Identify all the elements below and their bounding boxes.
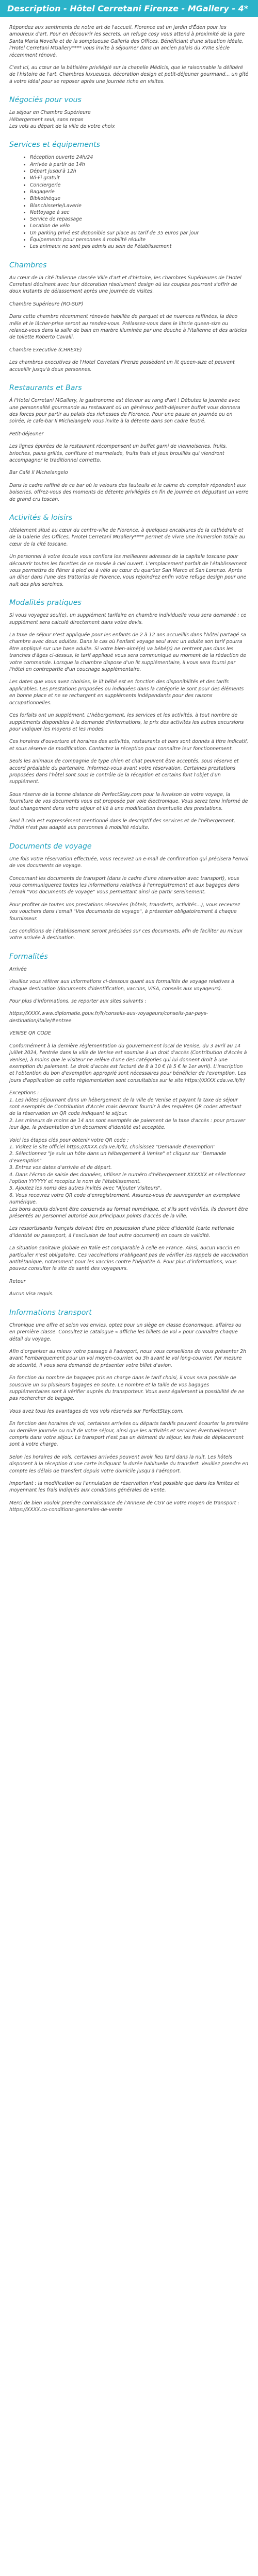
restaurants-paragraph: Bar Café Il Michelangelo <box>9 470 68 476</box>
formalites-paragraph: Pour plus d'informations, se reporter aux sites suivants : <box>9 998 147 1005</box>
modalites-paragraph: Si vous voyagez seul(e), un supplément tarifaire en chambre individuelle vous sera demandé ; ce supplément sera calculé directement dans votre devis. <box>9 613 247 625</box>
restaurants-paragraph: À l'Hotel Cerretani MGallery, le gastronome est éleveur au rang d'art ! Débutez la journée avec une personnalité gourmande au restaurant où un généreux petit-déjeuner buffet vous donnera des forces pour partir au palais des richesses de Florence. Pour une pause en journée ou en soirée, le cafe-bar Il Michelangelo vous invite à la détente dans son cadre feutré. <box>9 398 240 425</box>
documents-paragraph: Les conditions de l'établissement seront précisées sur ces documents, afin de faciliter au mieux votre arrivée à destination. <box>9 928 243 941</box>
section-title-restaurants: Restaurants et Bars <box>9 384 82 393</box>
formalites-paragraph: Voici les étapes clés pour obtenir votre QR code : <box>9 1137 129 1143</box>
services-item: • Blanchisserie/Laverie <box>30 202 249 209</box>
formalites-paragraph: 3. Entrez vos dates d'arrivée et de départ. <box>9 1165 112 1171</box>
modalites-paragraph: Ces horaires d'ouverture et horaires des activités, restaurants et bars sont donnés à titre indicatif, et sous réserve de modification. Contactez la réception pour connaître leur fonctionnement. <box>9 739 249 752</box>
formalites-paragraph: Les ressortissants français doivent être en possession d'une pièce d'identité (carte nationale d'identité ou passeport, à l'exclusion de tout autre document) en cours de validité. <box>9 1226 234 1239</box>
services-item: • Un parking privé est disponible sur place au tarif de 35 euros par jour <box>30 230 249 236</box>
activites-paragraph: Idéalement situé au cœur du centre-ville de Florence, à quelques encablures de la cathédrale et de la Galerie des Offices, l'Hotel Cerretani MGallery**** permet de vivre une immersion totale au cœur de la cité toscane. <box>9 527 245 547</box>
formalites-paragraph: Aucun visa requis. <box>9 1291 54 1297</box>
chambres-paragraph: Chambre Executive (CHREXE) <box>9 347 82 353</box>
page-title: Description - Hôtel Cerretani Firenze - MGallery - 4* <box>0 0 258 17</box>
transport-paragraph: Chronique une offre et selon vos envies, optez pour un siège en classe économique, affaires ou en première classe. Consultez le catalogue « affiche les billets de vol » pour connaître chaque détail du voyage. <box>9 1322 241 1342</box>
section-title-modalites: Modalités pratiques <box>9 599 82 607</box>
documents-paragraph: Pour profiter de toutes vos prestations réservées (hôtels, transferts, activités...), vous recevrez vos vouchers dans l'email "Vos documents de voyage", à présenter obligatoirement à chaque fournisseur. <box>9 902 240 922</box>
formalites-paragraph: 4. Dans l'écran de saisie des données, utilisez le numéro d'hébergement XXXXXX et sélectionnez l'option YYYYYY et recopiez le nom de l'établissement. <box>9 1172 246 1184</box>
services-item: • Nettoyage à sec <box>30 209 249 216</box>
intro-paragraph: Répondez aux sentiments de notre art de l'accueil. Florence est un jardin d'Éden pour les amoureux d'art. Pour en découvrir les secrets, un refuge cosy vous attend à proximité de la gare Santa Maria Novella et de la somptueuse Galleria des Offices. Bénéficiant d'une situation idéale, l'Hotel Cerretani MGallery**** vous invite à séjourner dans un ancien palais du XVIIe siècle récemment rénové. <box>9 25 245 58</box>
section-title-formalites: Formalités <box>9 952 48 961</box>
modalites-paragraph: Les dates que vous avez choisies, le lit bébé est en fonction des disponibilités et des tarifs applicables. Les prestations proposées ou indiquées dans la catégorie le sont pour des éléments en bonne place et ne se rechargent en suppléments indépendants pour des raisons occupationnelles. <box>9 679 244 706</box>
formalites-paragraph: Exceptions : <box>9 1090 39 1096</box>
services-item: • Bagagerie <box>30 189 249 195</box>
services-item: • Service de repassage <box>30 216 249 223</box>
formalites-paragraph: 6. Vous recevrez votre QR code d'enregistrement. Assurez-vous de sauvegarder un exemplaire numérique. <box>9 1192 240 1206</box>
services-item: • Conciergerie <box>30 182 249 189</box>
description-content <box>0 24 258 1514</box>
transport-paragraph: Afin d'organiser au mieux votre passage à l'aéroport, nous vous conseillons de vous présenter 2h avant l'embarquement pour un vol moyen-courrier, ou 3h avant le vol long-courrier. Par mesure de sécurité, il vous sera demandé de présenter votre billet d'avion. <box>9 1348 247 1368</box>
formalites-paragraph: Veuillez vous référer aux informations ci-dessous quant aux formalités de voyage relatives à chaque destination (documents d'identification, vaccins, VISA, conseils aux voyageurs). <box>9 979 234 992</box>
formalites-paragraph: 2. Les mineurs de moins de 14 ans sont exemptés de paiement de la taxe d'accès : pour prouver leur âge, la présentation d'un document d'identité est acceptée. <box>9 1117 246 1131</box>
services-item: • Départ jusqu'à 12h <box>30 168 249 175</box>
services-item: • Équipements pour personnes à mobilité réduite <box>30 236 249 243</box>
transport-paragraph: Vous avez tous les avantages de vos vols réservés sur PerfectStay.com. <box>9 1408 184 1414</box>
chambres-paragraph: Au cœur de la cité italienne classée Ville d'art et d'histoire, les chambres Supérieures de l'Hotel Cerretani déclinent avec leur décoration résolument design où les couples pourront s'offrir de doux instants de délassement après une journée de visites. <box>9 275 241 295</box>
services-item: • Bibliothèque <box>30 195 249 202</box>
modalites-paragraph: Ces forfaits ont un supplément. L'hébergement, les services et les activités, à tout nombre de suppléments disponibles à la demande d'informations, le prix des activités les autres excursions pour indiquer les moyens et les modes. <box>9 713 244 732</box>
section-title-chambres: Chambres <box>9 261 47 269</box>
services-item: • Wi-Fi gratuit <box>30 175 249 181</box>
services-list <box>9 154 249 250</box>
modalites-paragraph: Sous réserve de la bonne distance de PerfectStay.com pour la livraison de votre voyage, la fourniture de vos documents vous est proposée par voie électronique. Vous serez tenu informé de tout changement dans votre séjour et lié à une modification éventuelle des prestations. <box>9 791 248 811</box>
transport-paragraph: En fonction du nombre de bagages pris en charge dans le tarif choisi, il vous sera possible de souscrire un ou plusieurs bagages en soute. Le nombre et la taille de vos bagages supplémentaires sont à vérifier auprès du transporteur. Vous avez également la possibilité de ne pas rechercher de bagage. <box>9 1375 245 1402</box>
documents-paragraph: Concernant les documents de transport (dans le cadre d'une réservation avec transport), vous vous communiquerez toutes les informations relatives à l'enregistrement et aux bagages dans l'email "Vos documents de voyage" vous permettant ainsi de partir sereinement. <box>9 875 239 895</box>
chambres-paragraph: Dans cette chambre récemment rénovée habillée de parquet et de nuances raffinées, la déco mêle et le lâcher-prise seront au rendez-vous. Prélassez-vous dans le literie queen-size ou relaxez-vous dans la salle de bain en marbre illuminée par une douche à l'italienne et des articles de toilette Roberto Cavalli. <box>9 314 247 341</box>
formalites-paragraph: https://XXXX.www.diplomatie.gouv.fr/fr/conseils-aux-voyageurs/conseils-par-pays-destination/italie/#entree <box>9 1011 208 1024</box>
chambres-paragraph: Chambre Supérieure (RO-SUP) <box>9 301 84 307</box>
formalites-paragraph: 2. Sélectionnez "Je suis un hôte dans un hébergement à Venise" et cliquez sur "Demande d'exemption" <box>9 1151 227 1164</box>
services-item: • Réception ouverte 24h/24 <box>30 154 249 161</box>
services-item: • Arrivée à partir de 14h <box>30 161 249 168</box>
formalites-paragraph: Conformément à la dernière réglementation du gouvernement local de Venise, du 3 avril au 14 juillet 2024, l'entrée dans la ville de Venise est soumise à un droit d'accès (Contribution d'Accès à Venise), à moins que le visiteur ne relève d'une des catégories qui lui donnent droit à une exemption du paiement. Le droit d'accès est facturé de 8 à 10 € (à 5 € le 1er avril). L'inscription et l'obtention du bon d'exemption approprié sont nécessaires pour bénéficier de l'exemption. Les jours d'application de cette réglementation sont consultables sur le site https://XXXX.cda.ve.it/fr/ <box>9 1043 247 1083</box>
chambres-paragraph: Les chambres executives de l'Hotel Cerretani Firenze possèdent un lit queen-size et peuvent accueillir jusqu'à deux personnes. <box>9 360 235 372</box>
transport-paragraph: Important : la modification ou l'annulation de réservation n'est possible que dans les limites et moyennant les frais indiqués aux conditions générales de vente. <box>9 1481 239 1494</box>
restaurants-paragraph: Petit-déjeuner <box>9 431 44 437</box>
formalites-paragraph: Retour <box>9 1278 26 1284</box>
section-title-activites: Activités & loisirs <box>9 513 73 522</box>
section-title-services: Services et équipements <box>9 141 101 149</box>
restaurants-paragraph: Les lignes épurées de la restaurant récompensent un buffet garni de viennoiseries, fruits, brioches, pains grillés, confiture et marmelade, fruits frais et jeux brouillés qui viendront accompagner le traditionnel cornetto. <box>9 444 227 463</box>
formalites-paragraph: 1. Les hôtes séjournant dans un hébergement de la ville de Venise et payant la taxe de séjour sont exemptés de Contribution d'Accès mais devront fournir à des requêtes QR codes attestant de la réservation un QR code indiquant le séjour. <box>9 1097 241 1117</box>
formalites-paragraph: Les bons acquis doivent être conservés au format numérique, et s'ils sont vérifiés, ils devront être présentés au personnel autorisé aux principaux points d'accès de la ville. <box>9 1206 248 1219</box>
documents-paragraph: Une fois votre réservation effectuée, vous recevrez un e-mail de confirmation qui précisera l'envoi de vos documents de voyage. <box>9 856 249 869</box>
modalites-paragraph: La taxe de séjour n'est appliquée pour les enfants de 2 à 12 ans accueillis dans l'hôtel partagé sa chambre avec deux adultes. Dans le cas où l'enfant voyage seul avec un adulte son tarif pourra être appliqué sur une base adulte. Si votre bien-aimé(e) va bébé(s) ne rentrent pas dans les tranches d'âges ci-dessus, le tarif appliqué vous sera communiqué au moment de la rédaction de votre commande. Lorsque la chambre dispose d'un lit supplémentaire, il vous sera fourni par l'hôtel en contrepartie d'un couchage supplémentaire. <box>9 632 247 673</box>
formalites-paragraph: 5. Ajoutez les noms des autres invités avec "Ajouter Visiteurs". <box>9 1185 162 1192</box>
formalites-paragraph: VENISE QR CODE <box>9 1030 51 1037</box>
transport-paragraph: Selon les horaires de vols, certaines arrivées peuvent avoir lieu tard dans la nuit. Les hôtels disposent à la réception d'une carte indiquant la durée habituelle du transfert. Veuillez prendre en compte les délais de transfert depuis votre domicile jusqu'à l'aéroport. <box>9 1454 249 1474</box>
services-item: • Les animaux ne sont pas admis au sein de l'établissement <box>30 243 249 250</box>
section-title-transport: Informations transport <box>9 1308 92 1317</box>
intro-paragraph: C'est ici, au cœur de la bâtisière privilégié sur la chapelle Médicis, que le raisonnable la délibéré de l'histoire de l'art. Chambres luxueuses, décoration design et petit-déjeuner gourmand... un gîté à votre idéal pour se reposer après une journée riche en visites. <box>9 65 249 84</box>
transport-paragraph: Merci de bien vouloir prendre connaissance de l'Annexe de CGV de votre moyen de transport : https://XXXX.co-conditions-generales-de-vente <box>9 1500 239 1513</box>
restaurants-paragraph: Dans le cadre raffiné de ce bar où le velours des fauteuils et le calme du comptoir répondent aux boiseries, offrez-vous des moments de détente privilégiés en fin de journée en dégustant un verre de grand cru toscan. <box>9 482 249 502</box>
section-title-documents: Documents de voyage <box>9 842 92 851</box>
modalites-paragraph: Seuls les animaux de compagnie de type chien et chat peuvent être acceptés, sous réserve et accord préalable du partenaire. Informez-vous avant votre réservation. Certaines prestations proposées dans l'hôtel sont sous le contrôle de la réception et certains font l'objet d'un supplément. <box>9 758 239 785</box>
negocies-paragraph: La séjour en Chambre Supérieure Hébergement seul, sans repas Les vols au départ de la ville de votre choix <box>9 110 115 130</box>
modalites-paragraph: Seul il cela est expressément mentionné dans le descriptif des services et de l'hébergement, l'hôtel n'est pas adapté aux personnes à mobilité réduite. <box>9 818 235 831</box>
services-item: • Location de vélo <box>30 223 249 229</box>
section-title-negocies: Négociés pour vous <box>9 96 82 105</box>
formalites-paragraph: 1. Visitez le site officiel https://XXXX.cda.ve.it/fr/, choisissez "Demande d'exemption" <box>9 1144 216 1150</box>
formalites-paragraph: La situation sanitaire globale en Italie est comparable à celle en France. Ainsi, aucun vaccin en particulier n'est obligatoire. Ces vaccinations n'obligeant pas de vérifier les rappels de vaccination antitétanique, notamment pour les vaccins contre l'hépatite A. Pour plus d'informations, vous pouvez consulter le site de santé des voyageurs. <box>9 1245 249 1272</box>
formalites-paragraph: Arrivée <box>9 966 27 972</box>
transport-paragraph: En fonction des horaires de vol, certaines arrivées ou départs tardifs peuvent écourter la première ou dernière journée ou nuit de votre séjour, ainsi que les activités et services éventuellement compris dans votre séjour. Le transport n'est pas un élément du séjour, les frais de déplacement sont à votre charge. <box>9 1421 249 1448</box>
activites-paragraph: Un personnel à votre écoute vous confiera les meilleures adresses de la capitale toscane pour découvrir toutes les facettes de ce musée à ciel ouvert. L'emplacement parfait de l'établissement vous permettra de flâner à pied ou à vélo au cœur du quartier San Marco et San Lorenzo. Après un dîner dans l'une des trattorias de Florence, vous rejoindrez enfin votre refuge design pour une nuit des plus sereines. <box>9 554 247 587</box>
